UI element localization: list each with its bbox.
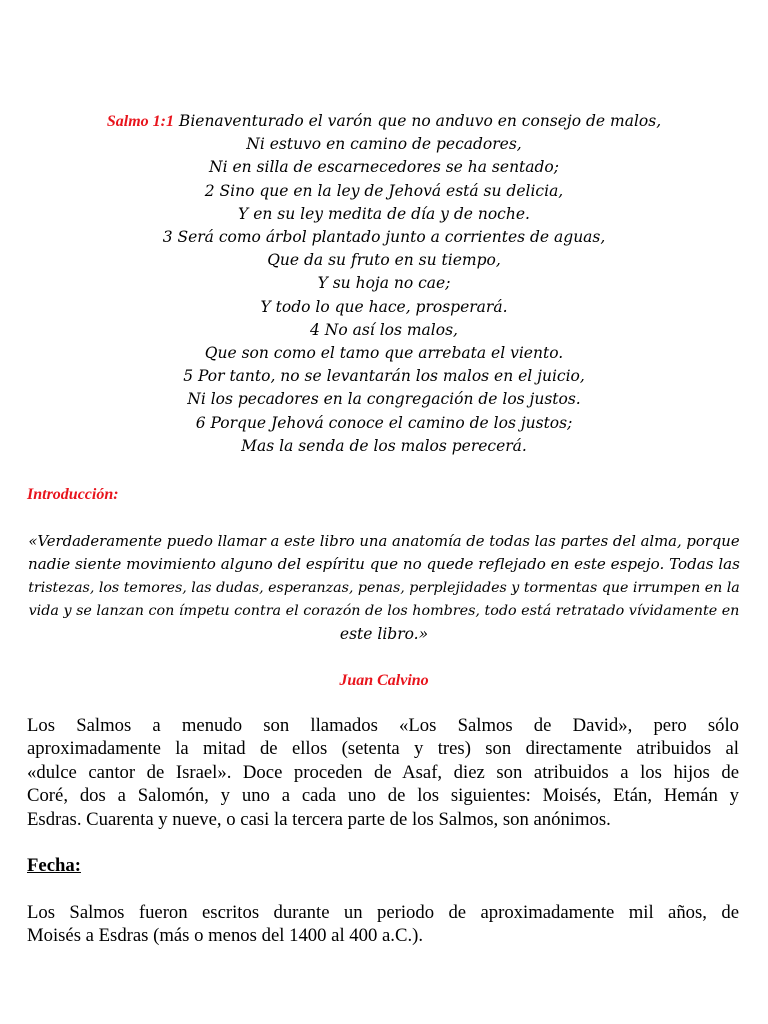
psalm-line: Y todo lo que hace, prosperará.: [260, 297, 508, 316]
psalm-line: Ni estuvo en camino de pecadores,: [246, 135, 522, 154]
paragraph-line: Los Salmos a menudo son llamados «Los Salmos de David», pero sólo: [27, 715, 739, 736]
quote-line: nadie siente movimiento alguno del espíritu que no quede reflejado en este espejo. Todas las: [28, 555, 740, 574]
date-paragraph: [27, 901, 739, 948]
psalm-line: 6 Porque Jehová conoce el camino de los justos;: [195, 413, 573, 432]
psalm-passage: [0, 110, 768, 458]
psalm-line: Que da su fruto en su tiempo,: [267, 251, 501, 270]
quote-line: tristezas, los temores, las dudas, esperanzas, penas, perplejidades y tormentas que irrumpen en la: [28, 579, 740, 596]
quote-author: Juan Calvino: [339, 672, 429, 689]
psalm-line: 2 Sino que en la ley de Jehová está su delicia,: [204, 181, 564, 200]
psalm-line: Ni en silla de escarnecedores se ha sentado;: [209, 158, 559, 177]
psalm-first-line: Bienaventurado el varón que no anduvo en consejo de malos,: [174, 112, 662, 130]
paragraph-line: Moisés a Esdras (más o menos del 1400 al 400 a.C.).: [27, 925, 424, 947]
psalm-line: [0, 110, 768, 133]
quote-line: «Verdaderamente puedo llamar a este libro una anatomía de todas las partes del alma, porque: [28, 533, 740, 550]
psalm-reference: Salmo 1:1: [106, 113, 174, 130]
calvin-quote: [28, 530, 740, 646]
date-heading: Fecha:: [27, 855, 81, 876]
quote-line: este libro.»: [339, 625, 429, 644]
psalm-line: 4 No así los malos,: [310, 320, 458, 339]
psalm-line: Mas la senda de los malos perecerá.: [241, 436, 527, 455]
paragraph-line: Coré, dos a Salomón, y uno a cada uno de los siguientes: Moisés, Etán, Hemán y: [27, 785, 739, 807]
psalm-line: 5 Por tanto, no se levantarán los malos en el juicio,: [183, 367, 585, 386]
authorship-paragraph: [27, 714, 739, 831]
psalm-line: 3 Será como árbol plantado junto a corrientes de aguas,: [162, 228, 606, 247]
paragraph-line: «dulce cantor de Israel». Doce proceden de Asaf, diez son atribuidos a los hijos de: [27, 761, 739, 783]
psalm-line: Que son como el tamo que arrebata el viento.: [204, 344, 564, 363]
psalm-line: Ni los pecadores en la congregación de los justos.: [187, 390, 581, 409]
psalm-line: Y su hoja no cae;: [317, 274, 451, 293]
paragraph-line: Los Salmos fueron escritos durante un periodo de aproximadamente mil años, de: [27, 902, 739, 923]
paragraph-line: aproximadamente la mitad de ellos (setenta y tres) son directamente atribuidos al: [27, 738, 739, 760]
quote-line: vida y se lanzan con ímpetu contra el corazón de los hombres, todo está retratado vívidamente en: [28, 602, 740, 619]
introduction-heading: Introducción:: [27, 486, 119, 503]
paragraph-line: Esdras. Cuarenta y nueve, o casi la tercera parte de los Salmos, son anónimos.: [27, 808, 611, 830]
psalm-line: Y en su ley medita de día y de noche.: [238, 204, 530, 223]
